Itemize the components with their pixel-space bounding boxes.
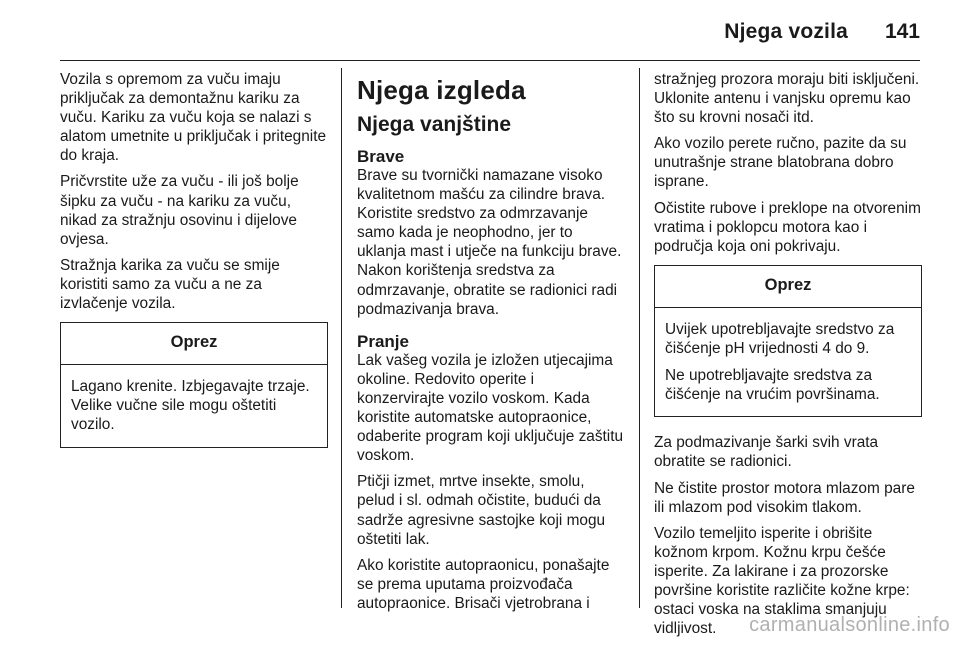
- caution-text: Lagano krenite. Izbjegavajte trzaje. Velike vučne sile mogu oštetiti vozilo.: [71, 378, 310, 434]
- paragraph: Ne čistite prostor motora mlazom pare ili mlazom pod visokim tlakom.: [654, 479, 915, 516]
- section-heading: Njega izgleda: [357, 75, 526, 105]
- paragraph: Očistite rubove i preklope na otvorenim vratima i poklopcu motora kao i područja koja oni pokrivaju.: [654, 199, 921, 255]
- page-header-title: Njega vozila: [724, 20, 848, 43]
- paragraph: Lak vašeg vozila je izložen utjecajima okoline. Redovito operite i konzervirajte vozilo voskom. Kada koristite automatske autopraonice, odaberite program koji uključuje zaštitu voskom.: [357, 351, 624, 465]
- column-2: [357, 70, 625, 620]
- paragraph: stražnjeg prozora moraju biti isključeni. Uklonite antenu i vanjsku opremu kao što su krovni nosači itd.: [654, 71, 920, 127]
- paragraph: Pričvrstite uže za vuču - ili još bolje šipku za vuču - na kariku za vuču, nikad za stražnju osovinu i dijelove ovjesa.: [60, 173, 299, 248]
- paragraph: Brave su tvornički namazane visoko kvalitetnom mašću za cilindre brava. Koristite sredstvo za odmrzavanje samo kada je neophodno, jer to uklanja mast i utječe na funkciju brave. Nakon korištenja sredstva za odmrzavanje, obratite se radionici radi podmazivanja brava.: [357, 167, 622, 318]
- header-divider: [60, 60, 920, 61]
- column-1: [60, 70, 328, 448]
- caution-title: Oprez: [61, 323, 327, 365]
- column-divider-1: [341, 68, 342, 608]
- paragraph: Ako vozilo perete ručno, pazite da su unutrašnje strane blatobrana dobro isprane.: [654, 135, 907, 191]
- caution-text: Uvijek upotrebljavajte sredstvo za čišćenje pH vrijednosti 4 do 9.: [665, 320, 895, 358]
- paragraph: Za podmazivanje šarki svih vrata obratite se radionici.: [654, 434, 879, 471]
- paragraph: Vozila s opremom za vuču imaju priključak za demontažnu kariku za vuču. Kariku za vuču koja se nalazi s alatom umetnite u priključak i pritegnite do kraja.: [60, 71, 327, 165]
- caution-box: [654, 265, 922, 417]
- paragraph: Vozilo temeljito isperite i obrišite kožnom krpom. Kožnu krpu češće isperite. Za lakirane i za prozorske površine koristite različite kožne krpe: ostaci voska na staklima smanjuju vidljivost.: [654, 524, 910, 638]
- caution-box: [60, 322, 328, 447]
- caution-title: Oprez: [655, 266, 921, 308]
- topic-heading-brave: Brave: [357, 147, 405, 166]
- watermark-link[interactable]: carmanualsonline.info: [749, 614, 950, 636]
- paragraph: Ako koristite autopraonicu, ponašajte se prema uputama proizvođača autopraonice. Brisači vjetrobrana i: [357, 556, 610, 612]
- page-number: 141: [884, 20, 920, 43]
- column-divider-2: [639, 68, 640, 608]
- paragraph: Stražnja karika za vuču se smije koristiti samo za vuču a ne za izvlačenje vozila.: [60, 256, 280, 313]
- topic-heading-pranje: Pranje: [357, 331, 409, 351]
- paragraph: Ptičji izmet, mrtve insekte, smolu, pelud i sl. odmah očistite, budući da sadrže agresivne sastojke koji mogu oštetiti lak.: [357, 473, 606, 548]
- subsection-heading: Njega vanjštine: [357, 113, 512, 136]
- caution-text: Ne upotrebljavajte sredstva za čišćenje na vrućim površinama.: [665, 367, 880, 404]
- column-3: [654, 70, 922, 645]
